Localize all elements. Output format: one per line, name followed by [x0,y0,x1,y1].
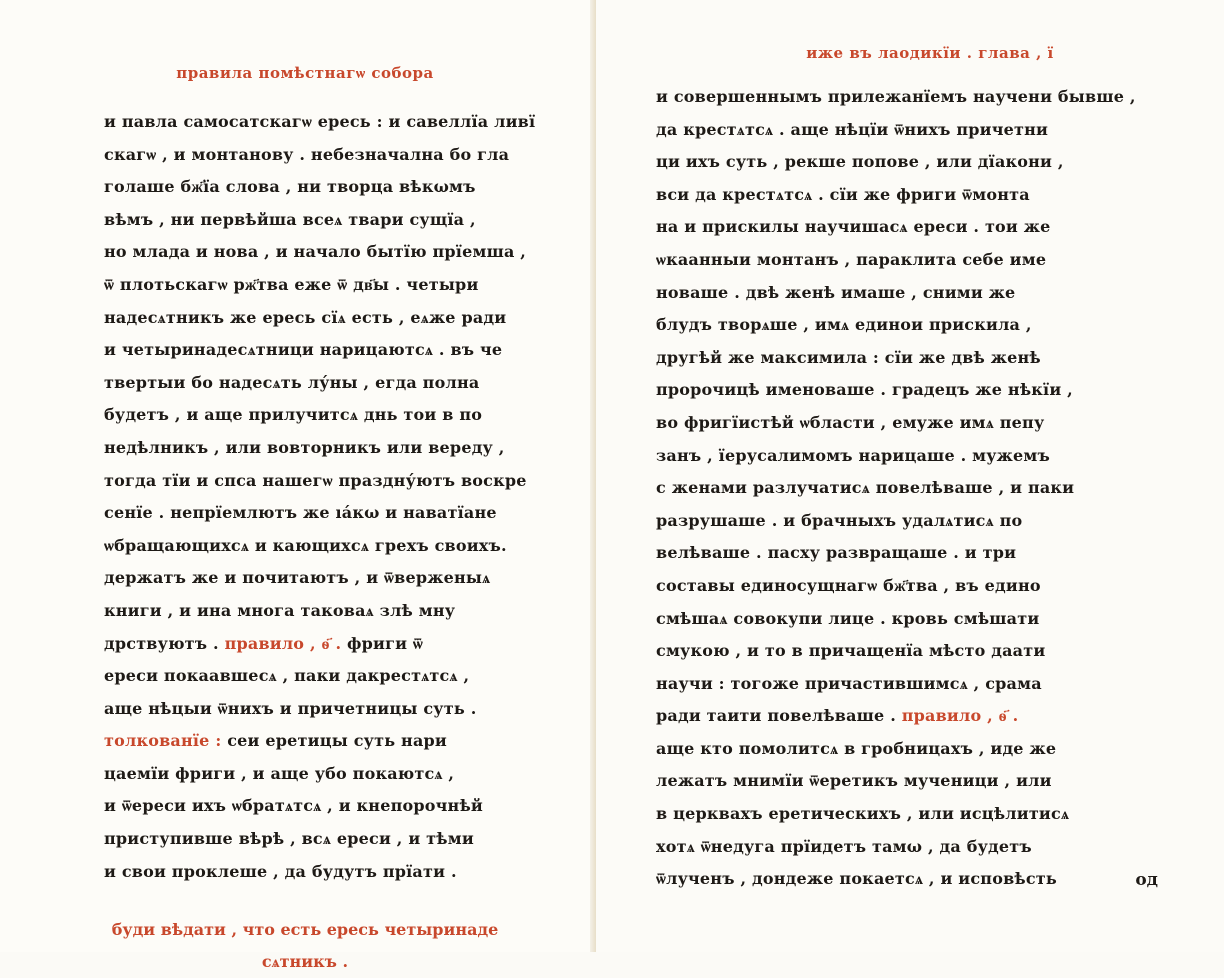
text-line [104,628,536,661]
left-page-running-header: правила помѣстнагѡ собора [176,64,434,82]
text-segment: ѡкаанныи монтанъ , параклита себе име [656,249,1047,269]
text-line [104,530,536,563]
text-line [656,472,1164,505]
text-segment: фриги ѿ [341,633,424,653]
text-line [656,309,1164,342]
text-segment: ци ихъ суть , рекше попове , или дїакони , [656,152,1064,172]
text-line [104,758,536,791]
text-line [656,831,1164,864]
text-segment: твертыи бо надесѧть лу́ны , егда полна [104,372,480,392]
text-segment: надесѧтникъ же ересь сїѧ есть , еѧже ради [104,307,507,327]
rubric-text: толкованїе : [104,731,222,751]
text-line [104,302,536,335]
text-segment: велѣваше . пасху развращаше . и три [656,543,1017,563]
text-segment: составы единосущнагѡ бж҃тва , въ едино [656,575,1041,595]
text-line [104,823,536,856]
text-line [656,765,1164,798]
text-line [656,733,1164,766]
text-line [656,211,1164,244]
right-page-running-header: иже въ лаодикїи . глава , ї [806,44,1054,62]
section-heading-line: сѧтникъ . [261,952,349,972]
text-segment: дрствуютъ . [104,633,225,653]
text-line [656,179,1164,212]
text-segment: и павла самосатскагѡ ересь : и савеллїа ливї [104,112,536,131]
text-line [104,171,536,204]
text-line [656,700,1164,733]
text-line [104,856,536,889]
text-line [656,407,1164,440]
text-segment: аще кто помолитсѧ в гробницахъ , иде же [656,738,1057,758]
text-segment: пророчицѣ именоваше . градецъ же нѣкїи , [656,380,1073,400]
text-segment: держатъ же и почитаютъ , и ѿверженыѧ [104,568,491,588]
text-segment: во фригїистѣй ѡбласти , емуже имѧ пепу [656,412,1045,432]
text-line [104,790,536,823]
text-line [656,668,1164,701]
text-segment: книги , и ина многа таковаѧ злѣ мну [104,600,456,620]
text-line [104,236,536,269]
text-segment: хотѧ ѿнедуга прїидетъ тамω , да будетъ [656,836,1032,856]
text-line [104,334,536,367]
text-line [656,342,1164,375]
section-heading-line: буди вѣдати , что есть ересь четыринаде [111,920,499,940]
text-line [104,106,536,139]
text-segment: новаше . двѣ женѣ имаше , сними же [656,282,1016,302]
text-segment: в церквахъ еретическихъ , или исцѣлитисѧ [656,804,1070,824]
text-line [656,570,1164,603]
text-segment: с женами разлучатисѧ повелѣваше , и паки [656,478,1075,498]
text-segment: тогда тїи и спса нашегѡ праздну́ютъ воскре [104,470,527,490]
left-page [0,0,596,972]
text-segment: и совершеннымъ прилежанїемъ научени бывше , [656,87,1136,106]
text-line [656,635,1164,668]
text-segment: ѿ плотьскагѡ рж҃тва еже ѿ дв҃ы . четыри [104,274,479,294]
left-page-section-heading [74,914,536,978]
text-segment: голаше бж҃їа слова , ни творца вѣкωмъ [104,177,476,197]
text-segment: научи : тогоже причастившимсѧ , срама [656,673,1042,693]
text-segment: недѣлникъ , или вовторникъ или вереду , [104,437,505,457]
page-number: од [1135,870,1158,890]
text-segment: вси да крестѧтсѧ . сїи же фриги ѿмонта [656,184,1030,204]
text-segment: сенїе . непрїемлютъ же ıа́кω и наватїане [104,503,497,523]
text-line [656,114,1164,147]
text-line [656,440,1164,473]
right-page-text-body [656,81,1164,896]
text-segment: сеи еретицы суть нари [221,731,447,751]
text-segment: будетъ , и аще прилучитсѧ днь тои в по [104,405,483,425]
text-segment: ѡбращающихсѧ и кающихсѧ грехъ своихъ. [104,535,507,555]
text-segment: блудъ творѧше , имѧ единои прискила , [656,315,1032,335]
text-line [104,432,536,465]
text-line [656,537,1164,570]
rubric-text: правило , ѳ҃ . [901,706,1019,726]
text-line [656,81,1164,114]
left-page-text-body [104,106,536,888]
text-line [656,603,1164,636]
text-segment: цаемїи фриги , и аще убо покаютсѧ , [104,763,455,783]
text-line [104,693,536,726]
text-line [104,139,536,172]
text-line [104,204,536,237]
text-segment: вѣмъ , ни первѣйша всеѧ твари сущїа , [104,209,476,229]
text-segment: приступивше вѣрѣ , всѧ ереси , и тѣми [104,829,474,849]
text-segment: да крестѧтсѧ . аще нѣцїи ѿнихъ причетни [656,119,1049,139]
text-line [656,374,1164,407]
text-line [104,497,536,530]
right-page [596,0,1224,952]
text-line [656,863,1164,896]
text-segment: аще нѣцыи ѿнихъ и причетницы суть . [104,698,477,718]
text-segment: занъ , їерусалимомъ нарицаше . мужемъ [656,445,1050,465]
text-line [104,595,536,628]
rubric-text: правило , ѳ҃ . [224,633,342,653]
text-line [104,399,536,432]
text-line [656,244,1164,277]
text-line [656,146,1164,179]
text-segment: скагѡ , и монтанову . небезначална бо гла [104,144,510,164]
text-segment: смукою , и то в причащенїа мѣсто даати [656,641,1046,661]
text-segment: ереси покаавшесѧ , паки дакрестѧтсѧ , [104,666,470,686]
text-segment: и четыринадесѧтници нарицаютсѧ . въ че [104,340,503,360]
text-line [656,505,1164,538]
text-segment: и свои проклеше , да будутъ прїати . [104,861,457,881]
text-segment: но млада и нова , и начало бытїю прїемша , [104,242,527,262]
text-segment: и ѿереси ихъ ѡбратѧтсѧ , и кнепорочнѣй [104,796,483,816]
text-segment: другѣй же максимила : сїи же двѣ женѣ [656,347,1041,367]
text-line [104,562,536,595]
text-line [656,798,1164,831]
text-line [104,269,536,302]
text-line [104,660,536,693]
text-line [656,277,1164,310]
text-segment: ради таити повелѣваше . [656,706,902,726]
text-line [104,725,536,758]
text-line [104,465,536,498]
text-segment: лежатъ мнимїи ѿеретикъ мученици , или [656,771,1052,791]
text-segment: разрушаше . и брачныхъ удалѧтисѧ по [656,510,1023,530]
text-line [104,367,536,400]
text-segment: ѿлученъ , дондеже покаетсѧ , и исповѣсть [656,869,1057,889]
text-segment: смѣшаѧ совокупи лице . кровь смѣшати [656,608,1040,628]
text-segment: на и прискилы научишасѧ ереси . тои же [656,217,1051,237]
